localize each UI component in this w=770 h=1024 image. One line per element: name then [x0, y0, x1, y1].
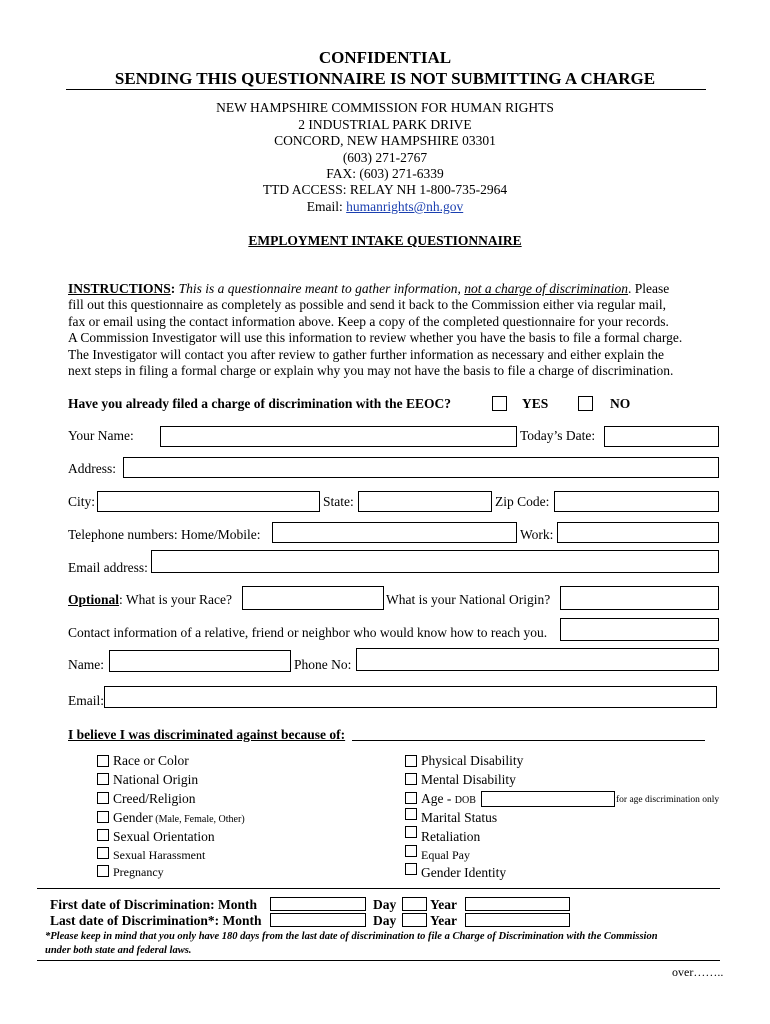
- your-name-input[interactable]: [160, 426, 517, 447]
- equal-pay-label: Equal Pay: [421, 848, 470, 862]
- deadline-note-line-1: *Please keep in mind that you only have 180 days from the last date of discrimination to file a Charge of Discrimination with the Commission: [45, 931, 658, 942]
- eeoc-yes-checkbox[interactable]: [492, 396, 507, 411]
- retaliation-checkbox[interactable]: [405, 826, 417, 838]
- pregnancy-label: Pregnancy: [113, 865, 164, 879]
- national-origin-option-label: National Origin: [113, 772, 199, 787]
- instructions-line: The Investigator will contact you after review to gather further information as necessary and either explain the: [68, 346, 665, 362]
- deadline-note-line-2: under both state and federal laws.: [45, 945, 192, 956]
- discrimination-heading: I believe I was discriminated against because of:: [68, 727, 346, 742]
- heading-rule: [352, 740, 705, 741]
- age-label: Age - DOB: [421, 791, 476, 806]
- contact-phone-input[interactable]: [356, 648, 719, 671]
- last-year-label: Year: [430, 913, 457, 928]
- instructions-line: next steps in filing a formal charge or explain why you may not have the basis to file a charge of discrimination.: [68, 363, 674, 379]
- dob-input[interactable]: [481, 791, 615, 807]
- email-address-label: Email address:: [68, 560, 148, 575]
- mental-disability-checkbox[interactable]: [405, 773, 417, 785]
- contact-info-input[interactable]: [560, 618, 719, 641]
- first-year-label: Year: [430, 897, 457, 912]
- creed-religion-label: Creed/Religion: [113, 791, 196, 806]
- header-title: CONFIDENTIAL: [318, 48, 452, 67]
- org-email-link[interactable]: humanrights@nh.gov: [346, 199, 464, 214]
- gender-label: Gender (Male, Female, Other): [113, 810, 245, 825]
- email-address-input[interactable]: [151, 550, 719, 573]
- org-name: NEW HAMPSHIRE COMMISSION FOR HUMAN RIGHTS: [216, 100, 554, 115]
- first-date-label: First date of Discrimination: Month: [50, 897, 257, 912]
- address-label: Address:: [68, 461, 116, 476]
- work-label: Work:: [520, 527, 554, 542]
- state-input[interactable]: [358, 491, 492, 512]
- dob-label: DOB: [454, 795, 476, 806]
- last-date-label: Last date of Discrimination*: Month: [50, 913, 262, 928]
- contact-email-label: Email:: [68, 693, 104, 708]
- race-input[interactable]: [242, 586, 384, 610]
- national-origin-input[interactable]: [560, 586, 719, 610]
- last-day-input[interactable]: [402, 913, 427, 927]
- header-rule: [66, 89, 706, 90]
- contact-name-input[interactable]: [109, 650, 291, 672]
- sexual-harassment-checkbox[interactable]: [97, 847, 109, 859]
- first-year-input[interactable]: [465, 897, 570, 911]
- instructions-line-1: INSTRUCTIONS: This is a questionnaire meant to gather information, not a charge of discrimination. Please: [68, 281, 670, 296]
- gender-checkbox[interactable]: [97, 811, 109, 823]
- first-day-label: Day: [373, 897, 397, 912]
- header-subtitle: SENDING THIS QUESTIONNAIRE IS NOT SUBMITTING A CHARGE: [114, 69, 656, 88]
- mental-disability-label: Mental Disability: [421, 772, 516, 787]
- home-mobile-input[interactable]: [272, 522, 517, 543]
- city-input[interactable]: [97, 491, 320, 512]
- last-year-input[interactable]: [465, 913, 570, 927]
- equal-pay-checkbox[interactable]: [405, 845, 417, 857]
- over-indicator: over……..: [672, 965, 724, 979]
- race-label: : What is your Race?: [119, 592, 232, 607]
- gender-note: (Male, Female, Other): [152, 814, 245, 825]
- work-phone-input[interactable]: [557, 522, 719, 543]
- national-origin-checkbox[interactable]: [97, 773, 109, 785]
- contact-phone-label: Phone No:: [294, 657, 352, 672]
- address-input[interactable]: [123, 457, 719, 478]
- eeoc-question: Have you already filed a charge of discrimination with the EEOC?: [68, 396, 451, 411]
- form-title: EMPLOYMENT INTAKE QUESTIONNAIRE: [248, 233, 522, 248]
- eeoc-yes-label: YES: [522, 396, 549, 411]
- race-color-label: Race or Color: [113, 753, 189, 768]
- contact-info-label: Contact information of a relative, friend or neighbor who would know how to reach you.: [68, 625, 548, 640]
- dates-divider: [37, 888, 720, 889]
- first-day-input[interactable]: [402, 897, 427, 911]
- contact-name-label: Name:: [68, 657, 104, 672]
- org-email-line: [0, 199, 770, 215]
- org-fax: FAX: (603) 271-6339: [326, 166, 444, 181]
- last-month-input[interactable]: [270, 913, 366, 927]
- physical-disability-checkbox[interactable]: [405, 755, 417, 767]
- zip-input[interactable]: [554, 491, 719, 512]
- gender-identity-label: Gender Identity: [421, 865, 507, 880]
- todays-date-label: Today’s Date:: [520, 428, 596, 443]
- contact-email-input[interactable]: [104, 686, 717, 708]
- sexual-orientation-checkbox[interactable]: [97, 829, 109, 841]
- marital-status-checkbox[interactable]: [405, 808, 417, 820]
- org-city: CONCORD, NEW HAMPSHIRE 03301: [274, 133, 496, 148]
- telephone-label: Telephone numbers: Home/Mobile:: [68, 527, 261, 542]
- marital-status-label: Marital Status: [421, 810, 498, 825]
- creed-religion-checkbox[interactable]: [97, 792, 109, 804]
- instructions-line: A Commission Investigator will use this information to review whether you have the basis to file a formal charge.: [68, 330, 683, 346]
- eeoc-no-checkbox[interactable]: [578, 396, 593, 411]
- city-label: City:: [68, 494, 96, 509]
- last-day-label: Day: [373, 913, 397, 928]
- optional-race-line: [68, 592, 232, 608]
- instructions-emphasis: not a charge of discrimination: [464, 281, 629, 296]
- footer-divider: [37, 960, 720, 961]
- zip-label: Zip Code:: [495, 494, 550, 509]
- age-note: for age discrimination only: [616, 795, 720, 805]
- national-origin-label: What is your National Origin?: [386, 592, 551, 607]
- org-ttd: TTD ACCESS: RELAY NH 1-800-735-2964: [262, 182, 508, 197]
- sexual-orientation-label: Sexual Orientation: [113, 829, 215, 844]
- age-checkbox[interactable]: [405, 792, 417, 804]
- sexual-harassment-label: Sexual Harassment: [113, 848, 206, 862]
- state-label: State:: [323, 494, 354, 509]
- instructions-paragraph: [68, 281, 718, 379]
- org-email-label: Email:: [306, 199, 347, 214]
- race-color-checkbox[interactable]: [97, 755, 109, 767]
- instructions-line: fill out this questionnaire as completely as possible and send it back to the Commission either via regular mail,: [68, 297, 667, 313]
- pregnancy-checkbox[interactable]: [97, 865, 109, 877]
- gender-identity-checkbox[interactable]: [405, 863, 417, 875]
- org-street: 2 INDUSTRIAL PARK DRIVE: [298, 117, 472, 132]
- optional-label: Optional: [68, 592, 120, 607]
- first-month-input[interactable]: [270, 897, 366, 911]
- instructions-line: fax or email using the contact information above. Keep a copy of the completed questionnaire for your records.: [68, 313, 669, 329]
- org-phone: (603) 271-2767: [342, 150, 428, 165]
- eeoc-no-label: NO: [610, 396, 631, 411]
- todays-date-input[interactable]: [604, 426, 719, 447]
- your-name-label: Your Name:: [68, 428, 134, 443]
- instructions-label: INSTRUCTIONS: [68, 281, 171, 296]
- retaliation-label: Retaliation: [421, 829, 481, 844]
- physical-disability-label: Physical Disability: [421, 753, 524, 768]
